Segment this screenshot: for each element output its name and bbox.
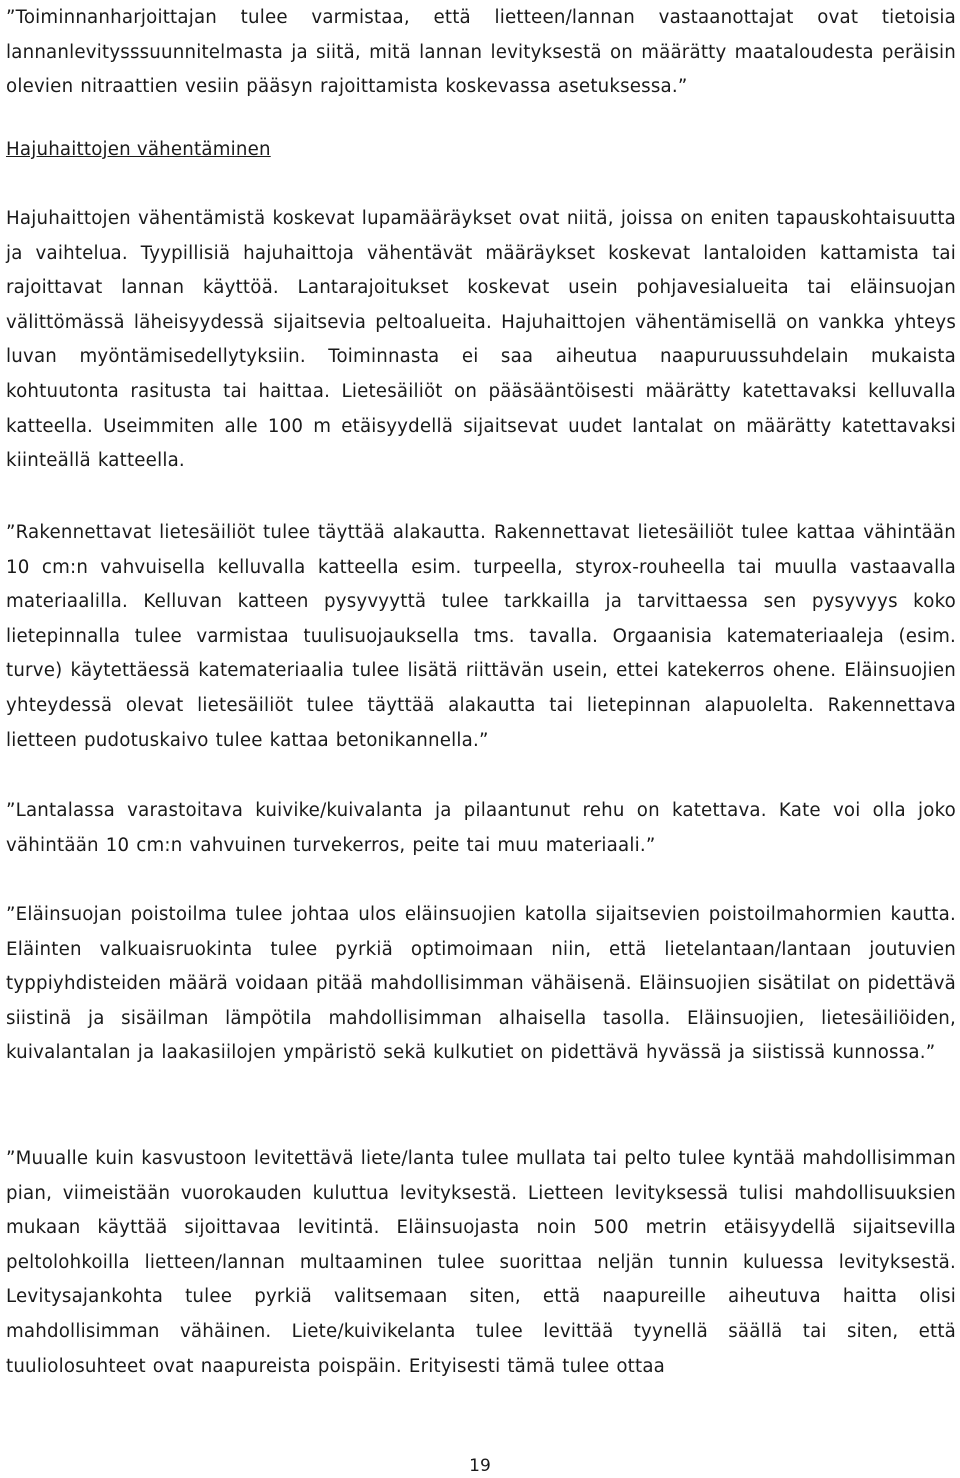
paragraph-nitrate-notice: ”Toiminnanharjoittajan tulee varmistaa, että lietteen/lannan vastaanottajat ovat tietoisia lannanlevitysssuunnitelmasta ja siitä, mitä lannan levityksestä on määrätty maataloudesta peräisin olevien nitraattien vesiin pääsyn rajoittamista koskevassa asetuksessa.” <box>6 7 956 98</box>
page-number: 19 <box>469 1456 491 1476</box>
section-heading-odor-reduction: Hajuhaittojen vähentäminen <box>6 139 271 160</box>
paragraph-spreading: ”Muualle kuin kasvustoon levitettävä liete/lanta tulee mullata tai pelto tulee kyntää mahdollisimman pian, viimeistään vuorokauden kuluttua levityksestä. Lietteen levityksessä tulisi mahdollisuuksien mukaan käyttää sijoittavaa levitintä. Eläinsuojasta noin 500 metrin etäisyydellä sijaitsevilla peltolohkoilla lietteen/lannan multaaminen tulee suorittaa neljän tunnin kuluessa levityksestä. Levitysajankohta tulee pyrkiä valitsemaan siten, että naapureille aiheutuva haitta olisi mahdollisimman vähäinen. Liete/kuivikelanta tulee levittää tyynellä säällä tai siten, että tuuliolosuhteet ovat naapureista poispäin. Erityisesti tämä tulee ottaa <box>6 1148 956 1377</box>
paragraph-odor-permits: Hajuhaittojen vähentämistä koskevat lupamääräykset ovat niitä, joissa on eniten tapauskohtaisuutta ja vaihtelua. Tyypillisiä hajuhaittoja vähentävät määräykset koskevat lantaloiden kattamista tai rajoittavat lannan käyttöä. Lantarajoitukset koskevat usein pohjavesialueita tai eläinsuojan välittömässä läheisyydessä sijaitsevia peltoalueita. Hajuhaittojen vähentämisellä on vankka yhteys luvan myöntämisedellytyksiin. Toiminnasta ei saa aiheutua naapuruussuhdelain mukaista kohtuutonta rasitusta tai haittaa. Lietesäiliöt on pääsääntöisesti määrätty katettavaksi kelluvalla katteella. Useimmiten alle 100 m etäisyydellä sijaitsevat uudet lantalat on määrätty katettavaksi kiinteällä katteella. <box>6 208 956 472</box>
paragraph-slurry-tanks: ”Rakennettavat lietesäiliöt tulee täyttää alakautta. Rakennettavat lietesäiliöt tulee kattaa vähintään 10 cm:n vahvuisella kelluvalla katteella esim. turpeella, styrox-rouheella tai muulla vastaavalla materiaalilla. Kelluvan katteen pysyvyyttä tulee tarkkailla ja tarvittaessa sen pysyvyys koko lietepinnalla tulee varmistaa tuulisuojauksella tms. tavalla. Orgaanisia katemateriaaleja (esim. turve) käytettäessä katemateriaalia tulee lisätä riittävän usein, ettei katekerros ohene. Eläinsuojien yhteydessä olevat lietesäiliöt tulee täyttää alakautta tai lietepinnan alapuolelta. Rakennettava lietteen pudotuskaivo tulee kattaa betonikannella.” <box>6 522 956 751</box>
paragraph-exhaust-air: ”Eläinsuojan poistoilma tulee johtaa ulos eläinsuojien katolla sijaitsevien poistoilmahormien kautta. Eläinten valkuaisruokinta tulee pyrkiä optimoimaan niin, että lietelantaan/lantaan joutuvien typpiyhdisteiden määrä voidaan pitää mahdollisimman vähäisenä. Eläinsuojien sisätilat on pidettävä siistinä ja sisäilman lämpötila mahdollisimman alhaisella tasolla. Eläinsuojien, lietesäiliöiden, kuivalantalan ja laakasiilojen ympäristö sekä kulkutiet on pidettävä hyvässä ja siistissä kunnossa.” <box>6 904 956 1064</box>
paragraph-manure-storage: ”Lantalassa varastoitava kuivike/kuivalanta ja pilaantunut rehu on katettava. Kate voi olla joko vähintään 10 cm:n vahvuinen turvekerros, peite tai muu materiaali.” <box>6 800 956 856</box>
